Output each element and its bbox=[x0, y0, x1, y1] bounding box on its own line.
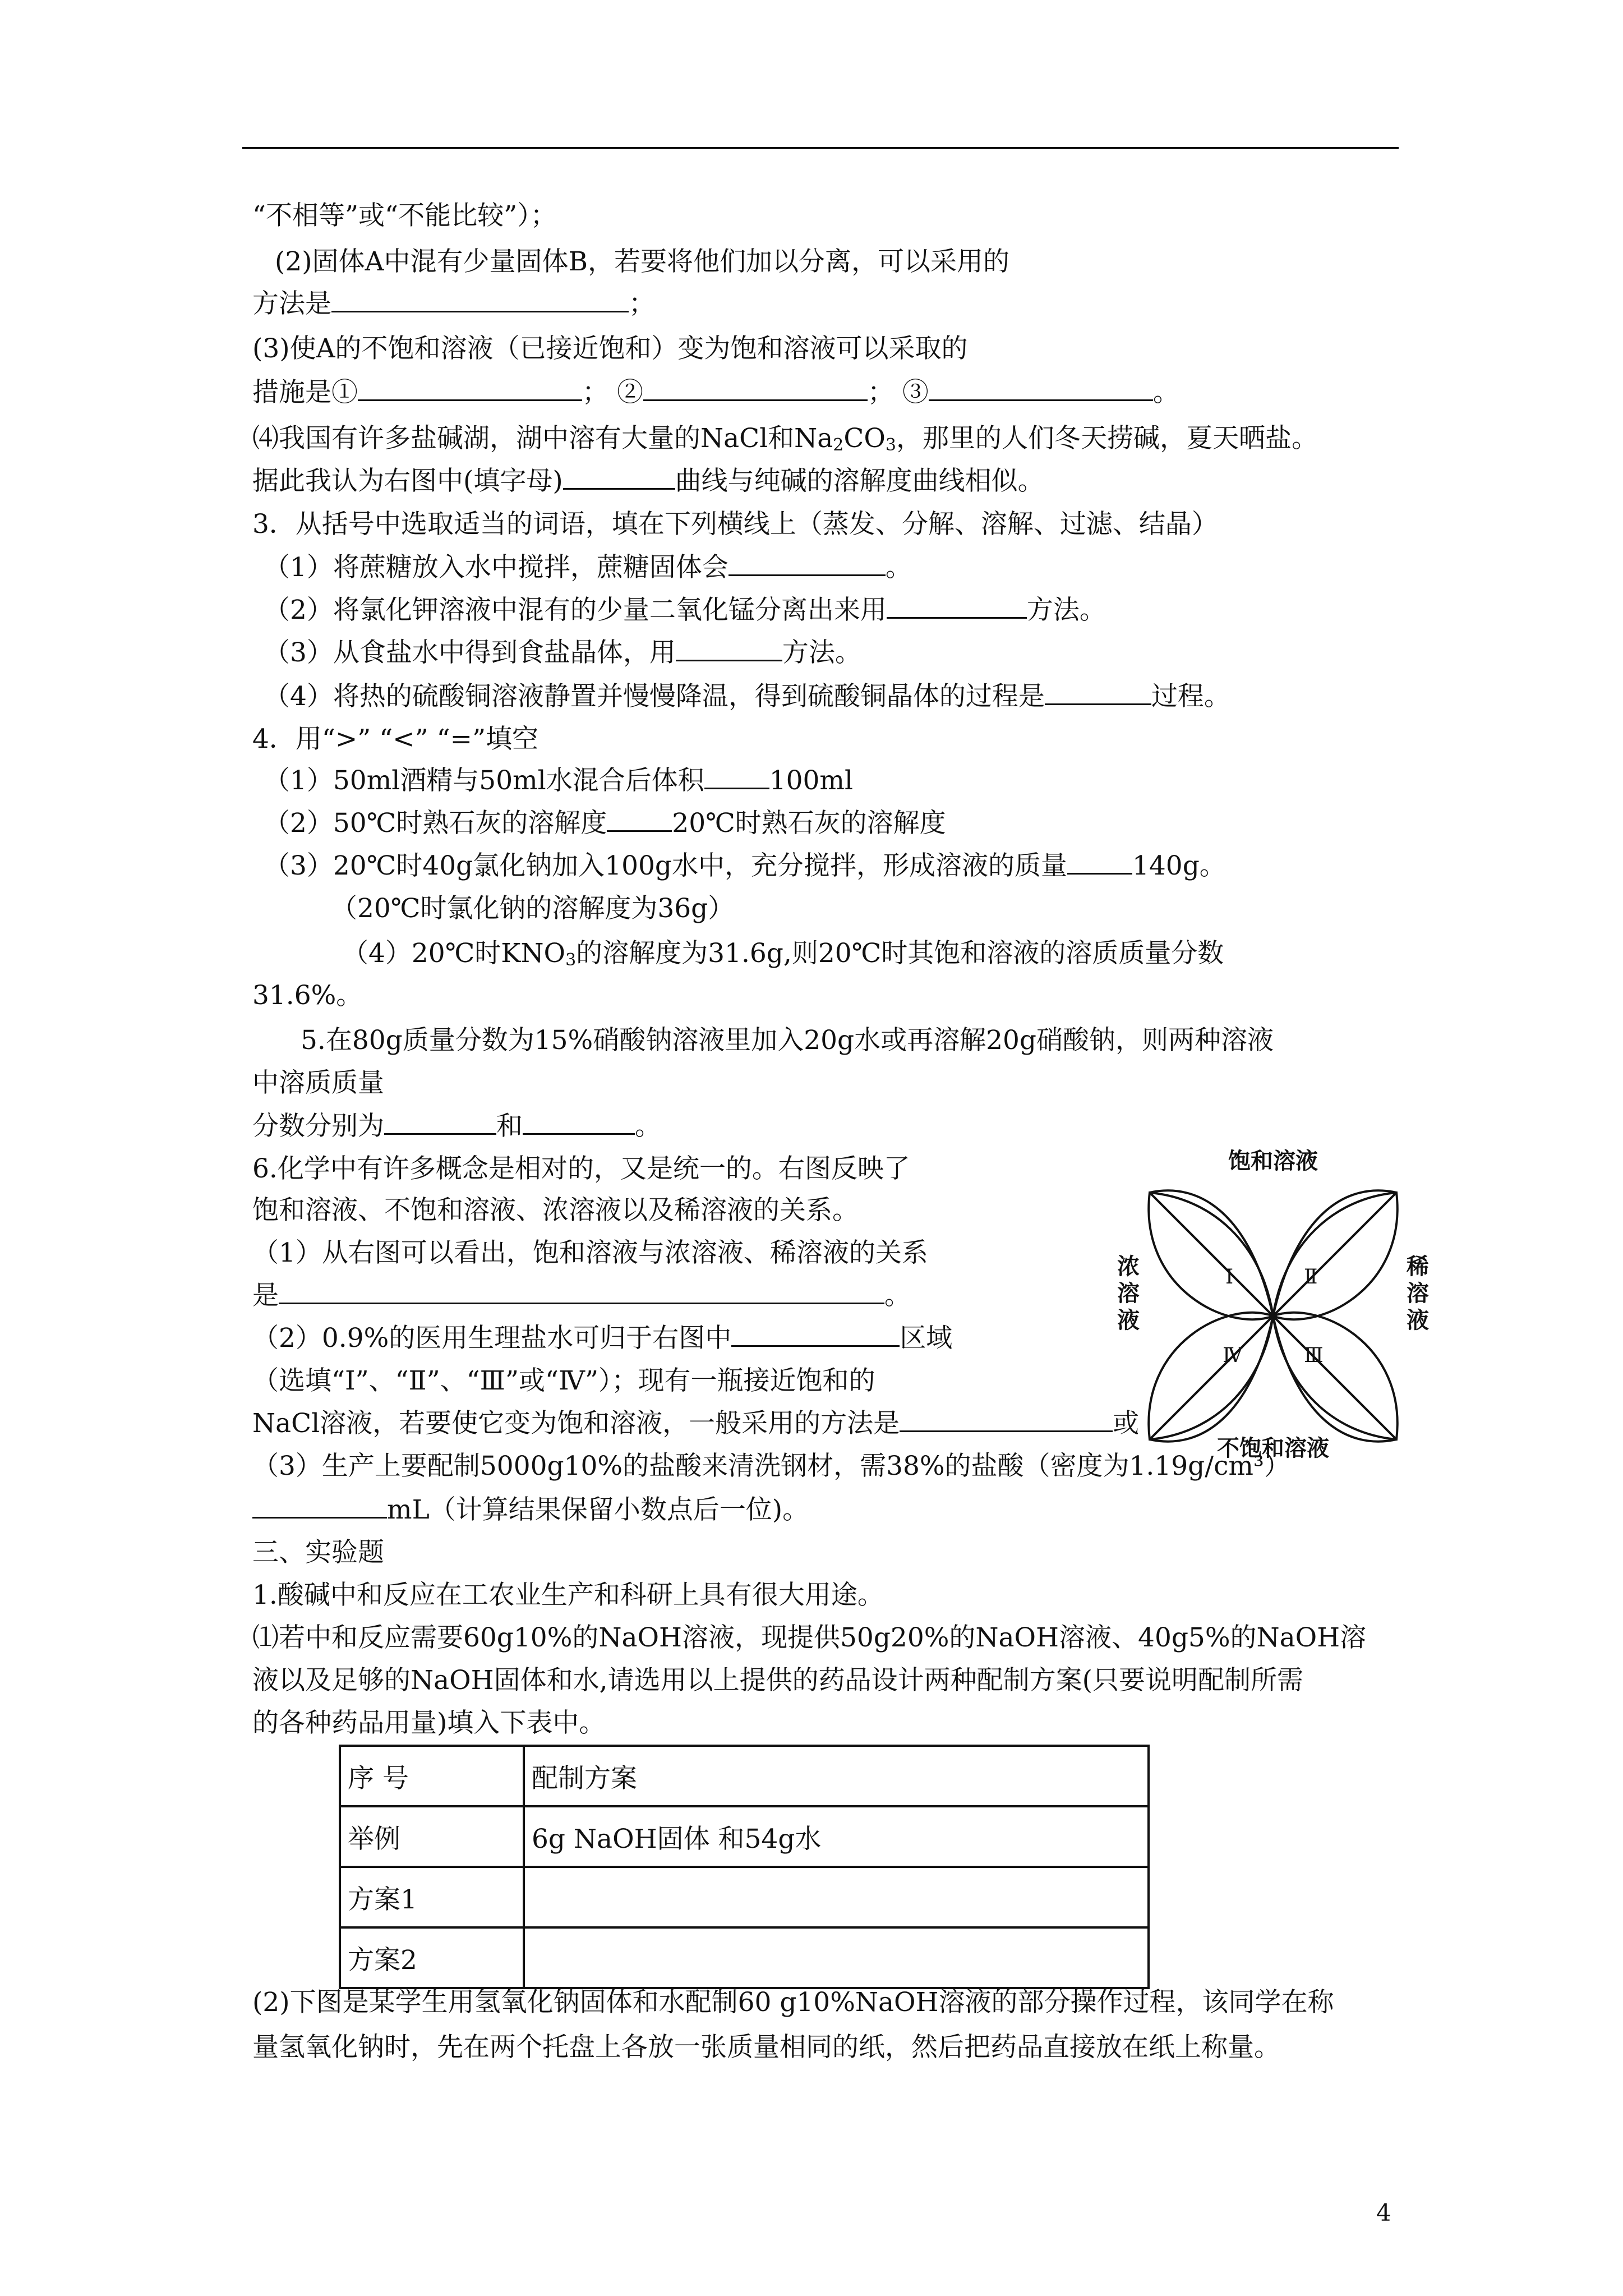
text-line: 的各种药品用量)填入下表中。 bbox=[252, 1708, 606, 1738]
text-line: NaCl溶液，若要使它变为饱和溶液，一般采用的方法是 或 bbox=[252, 1408, 1140, 1439]
text-line: 31.6%。 bbox=[252, 980, 363, 1011]
answer-blank[interactable] bbox=[887, 595, 1027, 619]
label-unsaturated: 不饱和溶液 bbox=[1217, 1435, 1329, 1461]
answer-blank[interactable] bbox=[563, 466, 675, 490]
table-cell[interactable] bbox=[524, 1927, 1149, 1988]
text-line: （4）将热的硫酸铜溶液静置并慢慢降温，得到硫酸铜晶体的过程是 过程。 bbox=[264, 681, 1230, 712]
text-line: (2)固体A中混有少量固体B，若要将他们加以分离，可以采用的 bbox=[275, 246, 1010, 277]
answer-blank[interactable] bbox=[358, 377, 582, 401]
table-header-cell: 配制方案 bbox=[524, 1746, 1149, 1806]
table-cell: 举例 bbox=[340, 1806, 524, 1867]
table-row bbox=[340, 1867, 1149, 1927]
text-line: 是 。 bbox=[252, 1280, 911, 1311]
table-row bbox=[340, 1746, 1149, 1806]
solution-relationship-diagram bbox=[1116, 1148, 1430, 1467]
text-line: 4．用“>” “<” “=”填空 bbox=[252, 724, 539, 754]
answer-blank[interactable] bbox=[676, 637, 782, 661]
text-line: ⑷我国有许多盐碱湖，湖中溶有大量的NaCl和$Na_2CO_3$，那里的人们冬天捞碱，夏天晒盐。 bbox=[252, 423, 1318, 455]
text-line: （4）20℃时$KNO_3$的溶解度为31.6g,则20℃时其饱和溶液的溶质质量分数 bbox=[342, 938, 1224, 970]
answer-blank[interactable] bbox=[929, 377, 1153, 401]
arc-shape bbox=[1150, 1190, 1396, 1316]
label-concentrated: 浓溶液 bbox=[1117, 1253, 1140, 1333]
section-heading: 三、实验题 bbox=[252, 1537, 384, 1568]
text-line: （2）50℃时熟石灰的溶解度 20℃时熟石灰的溶解度 bbox=[264, 808, 946, 839]
text-line: （1）50ml酒精与50ml水混合后体积 100ml bbox=[264, 765, 854, 796]
text-line: （3）从食盐水中得到食盐晶体，用 方法。 bbox=[264, 637, 861, 668]
text-line: （选填“Ⅰ”、“Ⅱ”、“Ⅲ”或“Ⅳ”）；现有一瓶接近饱和的 bbox=[252, 1365, 875, 1396]
text-line: 5.在80g质量分数为15%硝酸钠溶液里加入20g水或再溶解20g硝酸钠，则两种溶液 bbox=[301, 1025, 1274, 1056]
answer-blank[interactable] bbox=[607, 808, 672, 832]
header-rule bbox=[242, 147, 1399, 149]
text-line: “不相等”或“不能比较”）； bbox=[252, 200, 557, 231]
arc-shape bbox=[1150, 1316, 1396, 1442]
answer-blank[interactable] bbox=[731, 1323, 900, 1347]
text-line: (2)下图是某学生用氢氧化钠固体和水配制60 g10%NaOH溶液的部分操作过程，该同学在称 bbox=[252, 1987, 1334, 2018]
answer-blank[interactable] bbox=[728, 552, 886, 576]
table-cell: 6g NaOH固体 和54g水 bbox=[524, 1806, 1149, 1867]
text-line: ⑴若中和反应需要60g10%的NaOH溶液，现提供50g20%的NaOH溶液、40g5%的NaOH溶 bbox=[252, 1622, 1367, 1653]
table-cell[interactable] bbox=[524, 1867, 1149, 1927]
answer-blank[interactable] bbox=[900, 1408, 1113, 1432]
text-line: 3．从括号中选取适当的词语，填在下列横线上（蒸发、分解、溶解、过滤、结晶） bbox=[252, 509, 1218, 540]
region-3-label: Ⅲ bbox=[1304, 1344, 1324, 1367]
table-cell: 方案1 bbox=[340, 1867, 524, 1927]
answer-blank[interactable] bbox=[1045, 681, 1151, 705]
text-line: 分数分别为 和 。 bbox=[252, 1111, 661, 1142]
text-line: （2）0.9%的医用生理盐水可归于右图中 区域 bbox=[252, 1323, 953, 1354]
text-line: 液以及足够的NaOH固体和水,请选用以上提供的药品设计两种配制方案(只要说明配制所需 bbox=[252, 1665, 1303, 1696]
text-line: 量氢氧化钠时，先在两个托盘上各放一张质量相同的纸，然后把药品直接放在纸上称量。 bbox=[252, 2032, 1280, 2063]
text-line: 1.酸碱中和反应在工农业生产和科研上具有很大用途。 bbox=[252, 1580, 884, 1611]
page-number: 4 bbox=[1376, 2199, 1391, 2226]
table-row bbox=[340, 1927, 1149, 1988]
region-4-label: Ⅳ bbox=[1223, 1344, 1243, 1367]
table-header-cell: 序 号 bbox=[340, 1746, 524, 1806]
answer-blank[interactable] bbox=[1067, 850, 1132, 875]
label-dilute: 稀溶液 bbox=[1407, 1253, 1429, 1333]
text-line: 6.化学中有许多概念是相对的，又是统一的。右图反映了 bbox=[252, 1153, 910, 1184]
diagram-shapes bbox=[1116, 1148, 1430, 1467]
plan-table bbox=[339, 1745, 1150, 1989]
answer-blank[interactable] bbox=[279, 1280, 884, 1304]
table-row bbox=[340, 1806, 1149, 1867]
text-line: mL（计算结果保留小数点后一位)。 bbox=[252, 1493, 809, 1527]
answer-blank[interactable] bbox=[331, 288, 629, 312]
answer-blank[interactable] bbox=[704, 765, 769, 789]
text-line: 据此我认为右图中(填字母) 曲线与纯碱的溶解度曲线相似。 bbox=[252, 466, 1044, 496]
text-line: （2）将氯化钾溶液中混有的少量二氧化锰分离出来用 方法。 bbox=[264, 595, 1106, 625]
answer-blank[interactable] bbox=[643, 377, 868, 401]
answer-blank[interactable] bbox=[523, 1111, 635, 1135]
text-line: 中溶质质量 bbox=[252, 1068, 384, 1098]
text-line: （3）生产上要配制5000g10%的盐酸来清洗钢材，需38%的盐酸（密度为1.19g/cm³） bbox=[252, 1451, 1290, 1481]
region-2-label: Ⅱ bbox=[1304, 1266, 1318, 1289]
region-1-label: Ⅰ bbox=[1225, 1266, 1234, 1289]
label-saturated: 饱和溶液 bbox=[1228, 1148, 1318, 1174]
text-line: （20℃时氯化钠的溶解度为36g） bbox=[331, 893, 735, 924]
text-line: （1）将蔗糖放入水中搅拌，蔗糖固体会 。 bbox=[264, 552, 912, 583]
table-cell: 方案2 bbox=[340, 1927, 524, 1988]
text-line: 饱和溶液、不饱和溶液、浓溶液以及稀溶液的关系。 bbox=[252, 1195, 859, 1226]
text-line: （1）从右图可以看出，饱和溶液与浓溶液、稀溶液的关系 bbox=[252, 1237, 928, 1268]
text-line: 方法是 ； bbox=[252, 288, 655, 319]
answer-blank[interactable] bbox=[384, 1111, 496, 1135]
text-line: (3)使A的不饱和溶液（已接近饱和）变为饱和溶液可以采取的 bbox=[252, 333, 968, 364]
answer-blank[interactable] bbox=[252, 1494, 387, 1519]
text-line: （3）20℃时40g氯化钠加入100g水中，充分搅拌，形成溶液的质量 140g。 bbox=[264, 850, 1226, 881]
text-line: 措施是① ； ② ； ③ 。 bbox=[252, 377, 1179, 408]
